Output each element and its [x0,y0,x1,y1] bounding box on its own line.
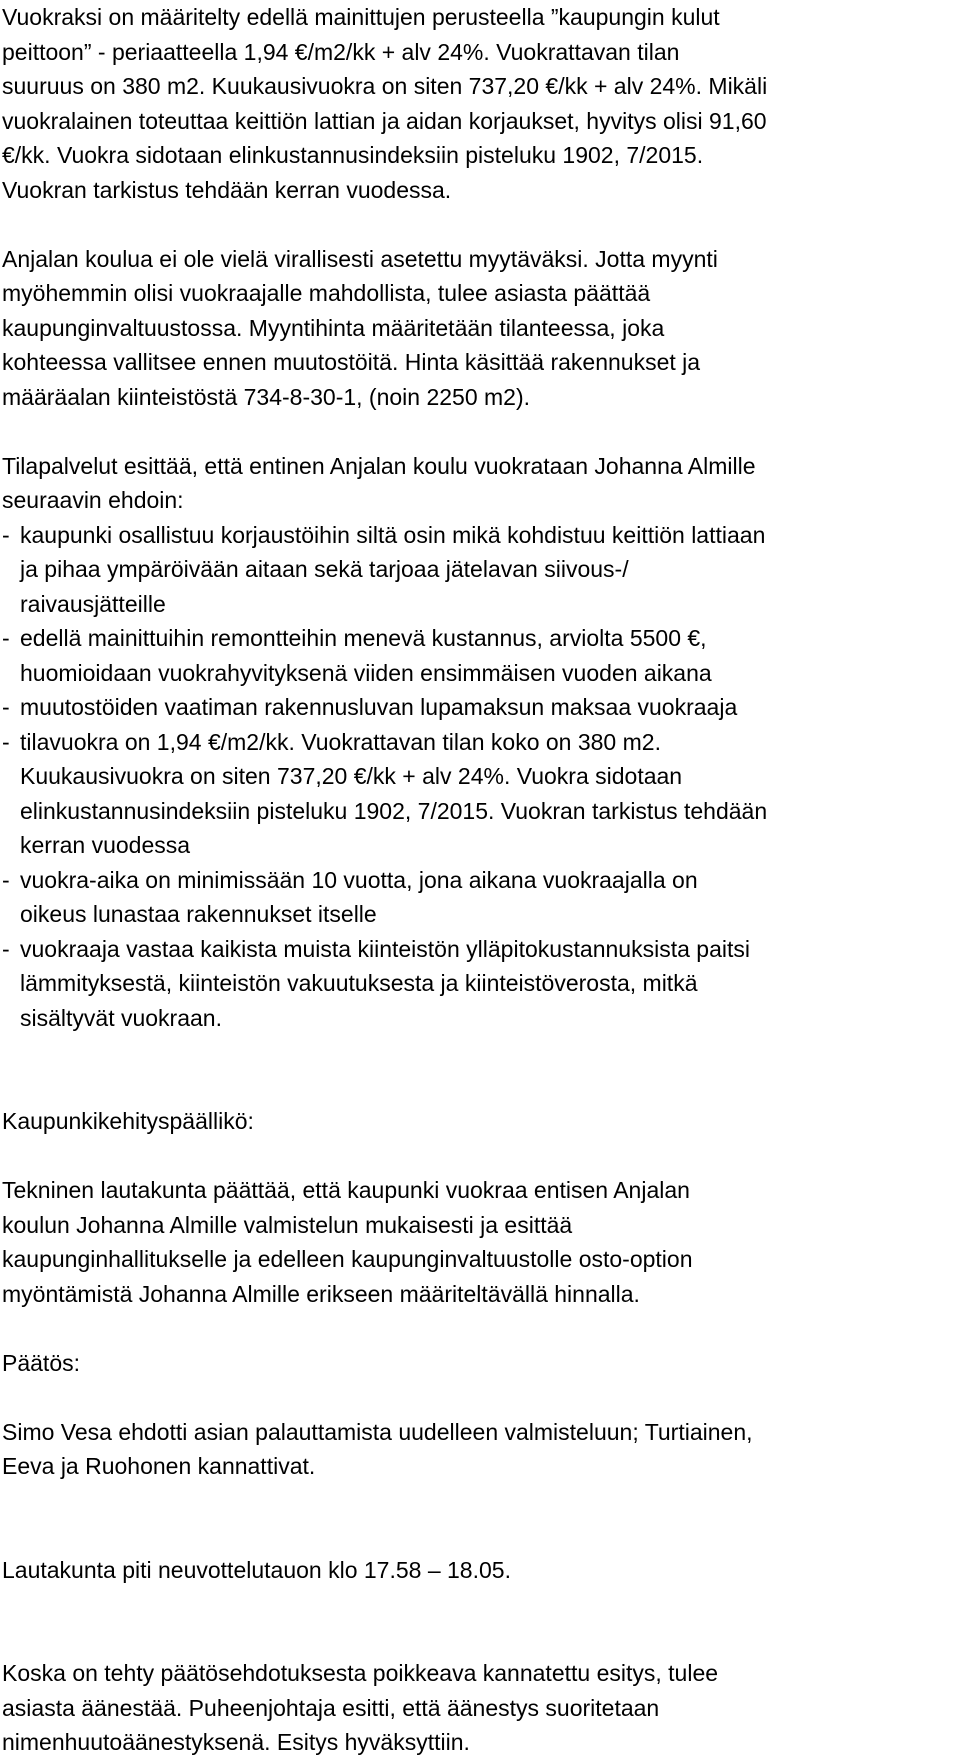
list-item-text: kaupunki osallistuu korjaustöihin siltä osin mikä kohdistuu keittiön lattiaan ja pihaa ympäröivään aitaan sekä tarjoaa jätelavan siivous-/ raivausjätteille [20,521,766,617]
rent-terms-paragraph: Vuokraksi on määritelty edellä mainittujen perusteella ”kaupungin kulut peittoon” - periaatteella 1,94 €/m2/kk + alv 24%. Vuokrattavan tilan suuruus on 380 m2. Kuukausivuokra on siten 737,20 €/kk + alv 24%. Mikäli vuokralainen toteuttaa keittiön lattian ja aidan korjaukset, hyvitys olisi 91,60 €/kk. Vuokra sidotaan elinkustannusindeksiin pisteluku 1902, 7/2015. Vuokran tarkistus tehdään kerran vuodessa. [2,4,768,203]
dash-marker: - [2,625,10,651]
dash-marker: - [2,521,10,548]
decision-paragraph-2: Lautakunta piti neuvottelutauon klo 17.58 – 18.05. [2,1556,511,1583]
list-item [2,621,952,690]
sale-paragraph: Anjalan koulua ei ole vielä virallisesti asetettu myytäväksi. Jotta myynti myöhemmin olisi vuokraajalle mahdollista, tulee asiasta päättää kaupunginvaltuustossa. Myyntihinta määritetään tilanteessa, joka kohteessa vallitsee ennen muutostöitä. Hinta käsittää rakennukset ja määräalan kiinteistöstä 734-8-30-1, (noin 2250 m2). [2,245,718,410]
document-page [2,0,952,1760]
list-item-text: vuokraaja vastaa kaikista muista kiinteistön ylläpitokustannuksista paitsi lämmityksestä, kiinteistön vakuutuksesta ja kiinteistöverosta, mitkä sisältyvät vuokraan. [20,935,750,1031]
list-item-text: muutostöiden vaatiman rakennusluvan lupamaksun maksaa vuokraaja [20,694,738,720]
list-item [2,863,952,932]
list-item-text: tilavuokra on 1,94 €/m2/kk. Vuokrattavan tilan koko on 380 m2. Kuukausivuokra on siten 737,20 €/kk + alv 24%. Vuokra sidotaan elinkustannusindeksiin pisteluku 1902, 7/2015. Vuokran tarkistus tehdään kerran vuodessa [20,728,768,858]
dash-marker: - [2,866,10,893]
dash-marker: - [2,694,10,720]
dash-marker: - [2,935,10,962]
decision-paragraph-3: Koska on tehty päätösehdotuksesta poikkeava kannatettu esitys, tulee asiasta äänestää. Puheenjohtaja esitti, että äänestys suoritetaan nimenhuutoäänestyksenä. Esitys hyväksyttiin. [2,1660,719,1755]
dash-marker: - [2,728,10,755]
kaupunkikehitys-proposal: Tekninen lautakunta päättää, että kaupunki vuokraa entisen Anjalan koulun Johanna Almille valmistelun mukaisesti ja esittää kaupunginhallitukselle ja edelleen kaupunginvaltuustolle osto-option myöntämistä Johanna Almille erikseen määriteltävällä hinnalla. [2,1177,693,1307]
list-item-text: vuokra-aika on minimissään 10 vuotta, jona aikana vuokraajalla on oikeus lunastaa rakennukset itselle [20,866,698,927]
decision-paragraph-1: Simo Vesa ehdotti asian palauttamista uudelleen valmisteluun; Turtiainen, Eeva ja Ruohonen kannattivat. [2,1418,753,1479]
list-item [2,932,952,1036]
tilapalvelut-proposal-lead: Tilapalvelut esittää, että entinen Anjalan koulu vuokrataan Johanna Almille seuraavin ehdoin: [2,452,756,513]
list-item [2,725,952,863]
conditions-list [2,518,952,1036]
list-item [2,690,952,725]
list-item [2,518,952,622]
list-item-text: edellä mainittuihin remontteihin menevä kustannus, arviolta 5500 €, huomioidaan vuokrahyvityksenä viiden ensimmäisen vuoden aikana [20,625,712,686]
section-heading-kaupunkikehityspaallikko: Kaupunkikehityspäällikö: [2,1108,254,1134]
section-heading-paatos: Päätös: [2,1349,80,1376]
